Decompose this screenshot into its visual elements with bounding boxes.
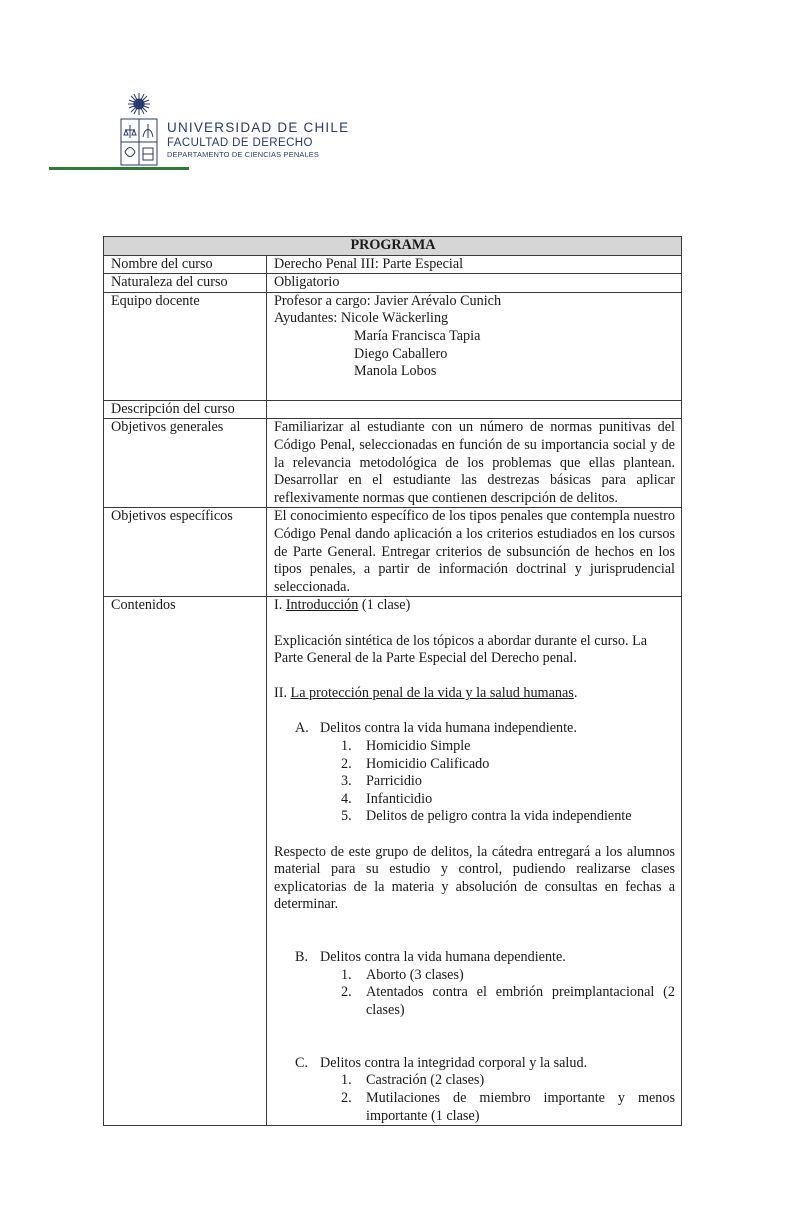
label-general-objectives: Objetivos generales [104, 419, 267, 508]
row-course-nature [104, 274, 682, 293]
section-title: La protección penal de la vida y la salud humanas [290, 685, 574, 702]
list-item: 1. Aborto (3 clases) [341, 966, 464, 983]
assistant-name: Diego Caballero [354, 345, 448, 362]
list-item: 1. Homicidio Simple [341, 738, 471, 755]
value-general-objectives: Familiarizar al estudiante con un número de normas punitivas del Código Penal, seleccionadas en función de su importancia social y de la relevancia metodológica de los problemas que ellas plantean. Desarrollar en el estudiante las destrezas básicas para aplicar reflexivamente normas que contienen descripción de delitos. [267, 419, 682, 508]
list-item: 5. Delitos de peligro contra la vida independiente [341, 808, 632, 825]
logo-accent-bar [49, 167, 189, 170]
university-logo [118, 92, 348, 172]
row-teaching-team [104, 292, 682, 400]
section-heading [274, 597, 675, 615]
label-course-nature: Naturaleza del curso [104, 274, 267, 293]
faculty-name: FACULTAD DE DERECHO [167, 137, 313, 149]
list-item: 2. Atentados contra el embrión preimplantacional (2 clases) [341, 984, 675, 1018]
label-specific-objectives: Objetivos específicos [104, 508, 267, 597]
assistant-name: Manola Lobos [354, 363, 437, 380]
subsection-note: Respecto de este grupo de delitos, la cátedra entregará a los alumnos material para su estudio y control, pudiendo realizarse clases explicatorias de la materia y absolución de consultas en fechas a determinar. [274, 843, 675, 913]
label-course-description: Descripción del curso [104, 400, 267, 419]
assistant-name: Nicole Wäckerling [340, 310, 449, 327]
label-teaching-team: Equipo docente [104, 292, 267, 400]
assistant-name: María Francisca Tapia [354, 327, 481, 344]
subsection-b [274, 949, 675, 967]
row-course-description [104, 400, 682, 419]
list-item: 2. Mutilaciones de miembro importante y menos importante (1 clase) [341, 1089, 675, 1124]
list-item: 4. Infanticidio [341, 790, 433, 807]
value-course-description [267, 400, 682, 419]
value-contents [267, 597, 682, 1126]
professor-line: Profesor a cargo: Javier Arévalo Cunich [274, 292, 502, 309]
section-number: II. [274, 685, 291, 702]
label-contents: Contenidos [104, 597, 267, 1126]
value-teaching-team [267, 292, 682, 400]
section-suffix: . [573, 685, 578, 702]
assistants-label: Ayudantes: [274, 310, 341, 327]
university-name: UNIVERSIDAD DE CHILE [167, 120, 350, 135]
list-item: 3. Parricidio [341, 773, 422, 790]
section-heading [274, 685, 675, 703]
row-general-objectives [104, 419, 682, 508]
university-seal-icon [118, 92, 160, 170]
value-course-nature: Obligatorio [267, 274, 682, 293]
program-title: PROGRAMA [104, 237, 682, 256]
section-suffix: (1 clase) [358, 597, 411, 614]
subsection-title: Delitos contra la vida humana dependiente. [320, 949, 566, 966]
list-item: 2. Homicidio Calificado [341, 755, 490, 772]
subsection-title: Delitos contra la vida humana independiente. [320, 720, 577, 737]
section-number: I. [274, 597, 286, 614]
department-name: DEPARTAMENTO DE CIENCIAS PENALES [167, 150, 320, 159]
subsection-letter: B. [295, 949, 309, 966]
row-course-name [104, 255, 682, 274]
assistants-line [274, 310, 675, 328]
row-contents [104, 597, 682, 1126]
row-specific-objectives [104, 508, 682, 597]
section-text: Explicación sintética de los tópicos a abordar durante el curso. La Parte General de la Parte Especial del Derecho penal. [274, 632, 648, 667]
value-course-name: Derecho Penal III: Parte Especial [267, 255, 682, 274]
subsection-letter: A. [295, 720, 309, 737]
value-specific-objectives: El conocimiento específico de los tipos penales que contempla nuestro Código Penal dando aplicación a los criterios estudiados en los cursos de Parte General. Entregar criterios de subsunción de hechos en los tipos penales, a partir de información doctrinal y jurisprudencial seleccionada. [267, 508, 682, 597]
label-course-name: Nombre del curso [104, 255, 267, 274]
subsection-a [274, 720, 675, 738]
subsection-c [274, 1055, 675, 1073]
list-item: 1. Castración (2 clases) [341, 1072, 485, 1089]
program-table [103, 236, 682, 1126]
section-title: Introducción [285, 597, 359, 614]
subsection-letter: C. [295, 1054, 309, 1071]
subsection-title: Delitos contra la integridad corporal y la salud. [320, 1054, 588, 1071]
